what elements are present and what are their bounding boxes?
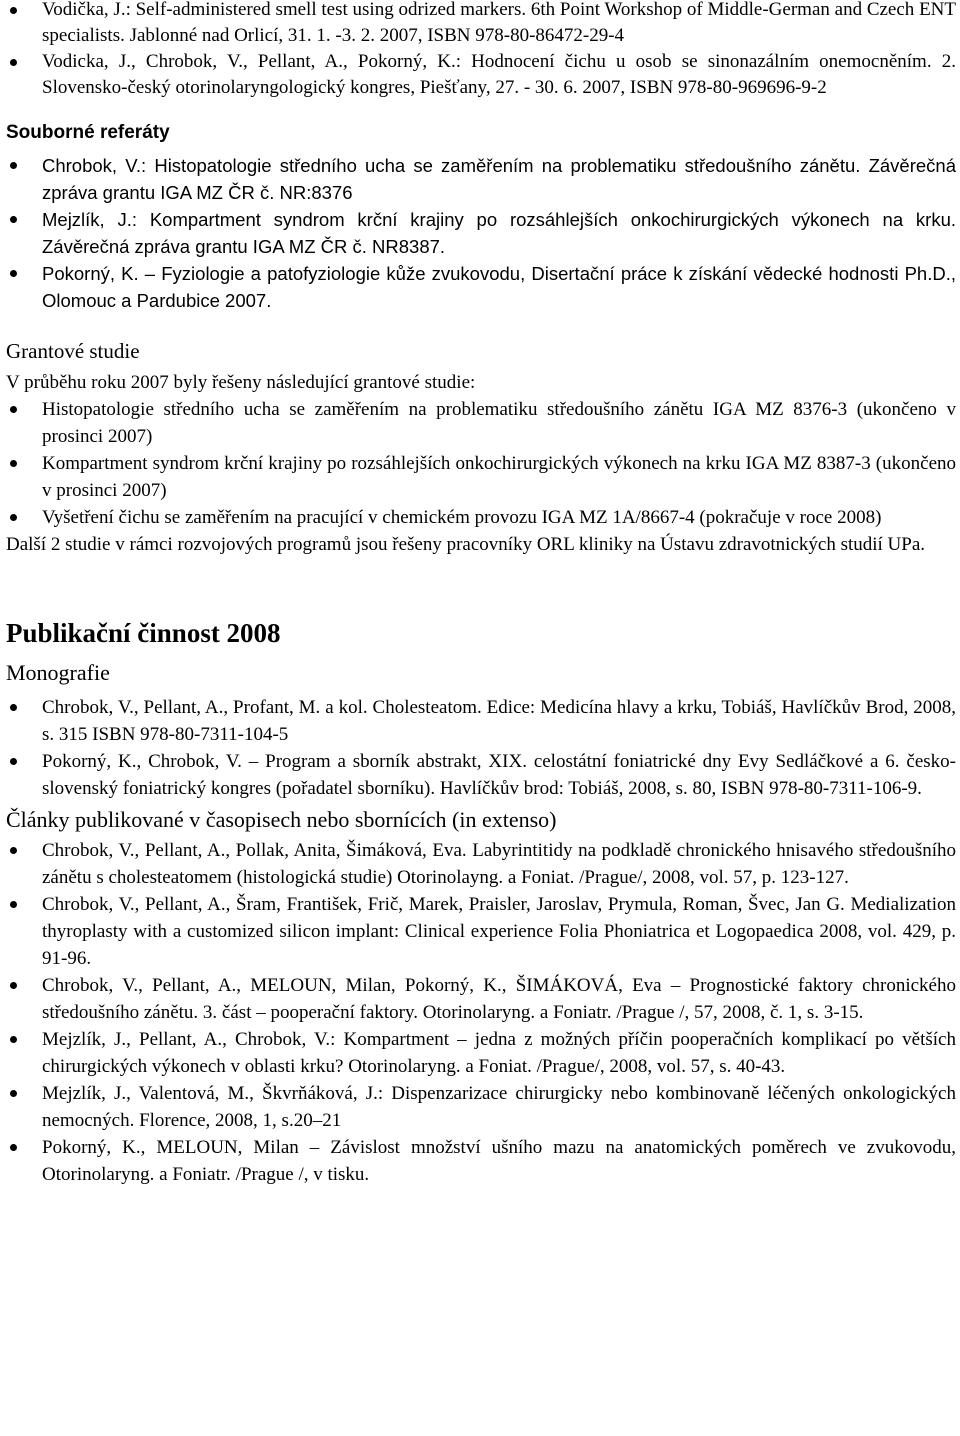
grant-list (6, 396, 956, 531)
section-heading-souborne: Souborné referáty (6, 122, 170, 143)
list-item: Pokorný, K. – Fyziologie a patofyziologie kůže zvukovodu, Disertační práce k získání vědecké hodnosti Ph.D., Olomouc a Pardubice 2007. (6, 260, 956, 314)
list-item: Vodicka, J., Chrobok, V., Pellant, A., Pokorný, K.: Hodnocení čichu u osob se sinonazálním onemocněním. 2. Slovensko-český otorinolaryngologický kongres, Piešťany, 27. - 30. 6. 2007, ISBN 978-80-969696-9-2 (6, 49, 956, 101)
grant-intro: V průběhu roku 2007 byly řešeny následující grantové studie: (6, 372, 476, 393)
list-item: Histopatologie středního ucha se zaměřením na problematiku středoušního zánětu IGA MZ 8376-3 (ukončeno v prosinci 2007) (6, 396, 956, 450)
list-item: Chrobok, V., Pellant, A., Pollak, Anita, Šimáková, Eva. Labyrintitidy na podkladě chronického hnisavého středoušního zánětu s cholesteatomem (histologická studie) Otorinolayng. a Foniat. /Prague/, 2008, vol. 57, p. 123-127. (6, 837, 956, 891)
list-item: Pokorný, K., Chrobok, V. – Program a sborník abstrakt, XIX. celostátní foniatrické dny Evy Sedláčkové a 6. česko-slovenský foniatrický kongres (pořadatel sborníku). Havlíčkův brod: Tobiáš, 2008, s. 80, ISBN 978-80-7311-106-9. (6, 748, 956, 802)
list-item: Chrobok, V., Pellant, A., Šram, František, Frič, Marek, Praisler, Jaroslav, Prymula, Roman, Švec, Jan G. Medialization thyroplasty with a customized silicon implant: Clinical experience Folia Phoniatrica et Logopaedica 2008, vol. 429, p. 91-96. (6, 891, 956, 972)
clanky-list (6, 837, 956, 1188)
list-item: Chrobok, V., Pellant, A., Profant, M. a kol. Cholesteatom. Edice: Medicína hlavy a krku, Tobiáš, Havlíčkův Brod, 2008, s. 315 ISBN 978-80-7311-104-5 (6, 694, 956, 748)
subheading-clanky: Články publikované v časopisech nebo sbornících (in extenso) (6, 807, 557, 832)
list-item: Pokorný, K., MELOUN, Milan – Závislost množství ušního mazu na anatomických poměrech ve zvukovodu, Otorinolaryng. a Foniatr. /Prague /, v tisku. (6, 1134, 956, 1188)
list-item: Mejzlík, J., Pellant, A., Chrobok, V.: Kompartment – jedna z možných příčin pooperačních komplikací po větších chirurgických výkonech v oblasti krku? Otorinolaryng. a Foniat. /Prague/, 2008, vol. 57, s. 40-43. (6, 1026, 956, 1080)
list-item: Vyšetření čichu se zaměřením na pracující v chemickém provozu IGA MZ 1A/8667-4 (pokračuje v roce 2008) (6, 504, 956, 531)
list-item: Mejzlík, J., Valentová, M., Škvrňáková, J.: Dispenzarizace chirurgicky nebo kombinovaně léčených onkologických nemocných. Florence, 2008, 1, s.20–21 (6, 1080, 956, 1134)
grant-outro: Další 2 studie v rámci rozvojových programů jsou řešeny pracovníky ORL kliniky na Ústavu zdravotnických studií UPa. (6, 534, 926, 555)
section-heading-grantove: Grantové studie (6, 339, 140, 363)
list-item: Kompartment syndrom krční krajiny po rozsáhlejších onkochirurgických výkonech na krku IGA MZ 8387-3 (ukončeno v prosinci 2007) (6, 450, 956, 504)
list-item: Vodička, J.: Self-administered smell test using odrized markers. 6th Point Workshop of Middle-German and Czech ENT specialists. Jablonné nad Orlicí, 31. 1. -3. 2. 2007, ISBN 978-80-86472-29-4 (6, 0, 956, 49)
list-item: Chrobok, V.: Histopatologie středního ucha se zaměřením na problematiku středoušního zánětu. Závěrečná zpráva grantu IGA MZ ČR č. NR:8376 (6, 152, 956, 206)
top-reference-list (6, 0, 956, 101)
subheading-monografie: Monografie (6, 660, 110, 685)
list-item: Mejzlík, J.: Kompartment syndrom krční krajiny po rozsáhlejších onkochirurgických výkonech na krku. Závěrečná zpráva grantu IGA MZ ČR č. NR8387. (6, 206, 956, 260)
monografie-list (6, 694, 956, 802)
souborne-list (6, 152, 956, 314)
list-item: Chrobok, V., Pellant, A., MELOUN, Milan, Pokorný, K., ŠIMÁKOVÁ, Eva – Prognostické faktory chronického středoušního zánětu. 3. část – pooperační faktory. Otorinolaryng. a Foniatr. /Prague /, 57, 2008, č. 1, s. 3-15. (6, 972, 956, 1026)
section-heading-publikacni: Publikační činnost 2008 (6, 618, 281, 648)
